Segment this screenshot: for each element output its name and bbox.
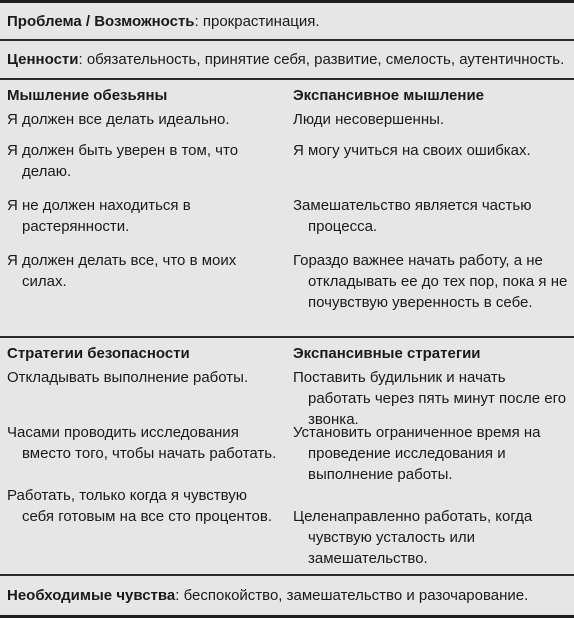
problem-value: : прокрастинация. [194,12,320,30]
safety-strategies-column [0,338,286,575]
feelings-row [0,574,574,615]
feelings-value: : беспокойство, замешательство и разочарование. [175,587,529,604]
monkey-mind-item: Я должен быть уверен в том, что делаю. [7,142,239,180]
monkey-mind-item: Я должен все делать идеально. [7,111,230,128]
problem-row [0,3,574,41]
values-row [0,41,574,80]
safety-strategy-item: Откладывать выполнение работы. [7,369,249,386]
expansive-strategies-column [286,338,574,575]
safety-strategy-item: Часами проводить исследования вместо того, чтобы начать работать. [7,424,277,462]
values-value: : обязательность, принятие себя, развитие, смелость, аутентичность. [78,51,565,68]
expansive-mind-header: Экспансивное мышление [293,87,485,104]
expansive-strategies-header: Экспансивные стратегии [293,345,481,362]
expansive-mind-item: Люди несовершенны. [293,111,445,128]
feelings-label: Необходимые чувства [7,587,176,604]
expansive-mind-item: Я могу учиться на своих ошибках. [293,142,531,159]
monkey-mind-column [0,80,286,336]
strategies-section [0,338,574,575]
safety-strategy-item: Работать, только когда я чувствую себя готовым на все сто процентов. [7,487,273,525]
expansive-strategy-item: Целенаправленно работать, когда чувствую усталость или замешательство. [293,508,533,567]
expansive-mind-column [286,80,574,336]
mindset-section [0,80,574,338]
expansive-mind-item: Гораздо важнее начать работу, а не откладывать ее до тех пор, пока я не почувствую уверенность в себе. [293,252,568,311]
monkey-mind-header: Мышление обезьяны [7,87,168,104]
safety-strategies-header: Стратегии безопасности [7,345,190,362]
expansive-strategy-item: Поставить будильник и начать работать через пять минут после его звонка. [293,369,567,428]
monkey-mind-item: Я должен делать все, что в моих силах. [7,252,237,290]
problem-label: Проблема / Возможность [7,12,195,30]
monkey-mind-item: Я не должен находиться в растерянности. [7,197,191,235]
expansive-mind-item: Замешательство является частью процесса. [293,197,532,235]
values-label: Ценности [7,51,79,68]
expansive-strategy-item: Установить ограниченное время на проведение исследования и выполнение работы. [293,424,541,483]
